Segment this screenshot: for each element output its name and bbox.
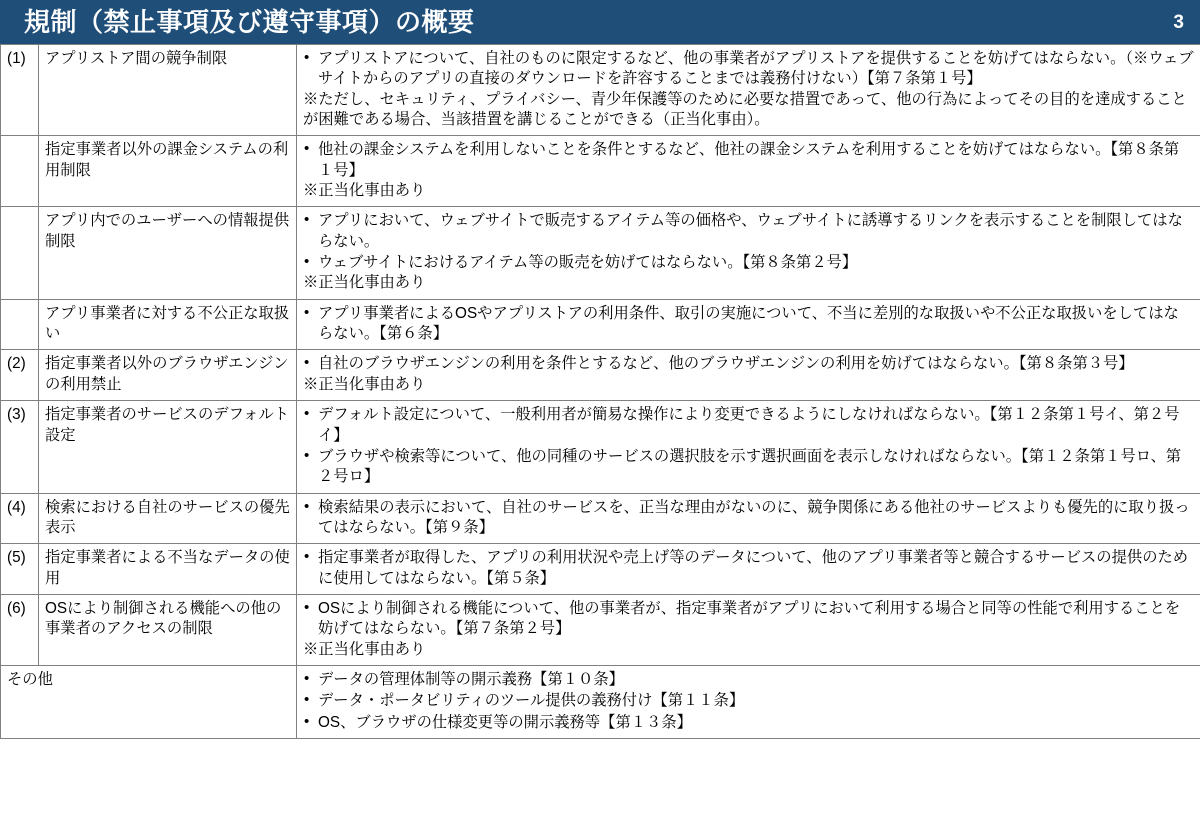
list-item: • 自社のブラウザエンジンの利用を条件とするなど、他のブラウザエンジンの利用を妨げてはならない。【第８条第３号】 bbox=[303, 354, 1194, 374]
row-number: (1) bbox=[1, 45, 39, 136]
row-note: ※ただし、セキュリティ、プライバシー、青少年保護等のために必要な措置であって、他の行為によってその目的を達成することが困難である場合、当該措置を講じることができる（正当化事由）。 bbox=[303, 90, 1187, 129]
row-number: (4) bbox=[1, 493, 39, 544]
list-item: • アプリにおいて、ウェブサイトで販売するアイテム等の価格や、ウェブサイトに誘導するリンクを表示することを制限してはならない。 bbox=[303, 211, 1194, 252]
row-description bbox=[297, 544, 1200, 595]
table-row bbox=[1, 207, 1200, 299]
row-number bbox=[1, 207, 39, 299]
list-item: • 他社の課金システムを利用しないことを条件とするなど、他社の課金システムを利用することを妨げてはならない。【第８条第１号】 bbox=[303, 140, 1194, 181]
row-description bbox=[297, 401, 1200, 493]
bullet-list bbox=[303, 304, 1194, 345]
other-label: その他 bbox=[1, 665, 297, 738]
row-number bbox=[1, 136, 39, 207]
row-number: (2) bbox=[1, 350, 39, 401]
regulations-table bbox=[0, 44, 1200, 739]
row-item: アプリストア間の競争制限 bbox=[39, 45, 297, 136]
bullet-list bbox=[303, 354, 1194, 374]
row-description bbox=[297, 299, 1200, 350]
row-item: OSにより制御される機能への他の事業者のアクセスの制限 bbox=[39, 594, 297, 665]
regulations-table-body bbox=[1, 45, 1200, 739]
list-item: • アプリストアについて、自社のものに限定するなど、他の事業者がアプリストアを提供することを妨げてはならない。（※ウェブサイトからのアプリの直接のダウンロードを許容することまでは義務付けない）【第７条第１号】 bbox=[303, 49, 1194, 90]
row-note: ※正当化事由あり bbox=[303, 182, 426, 200]
row-note: ※正当化事由あり bbox=[303, 640, 426, 658]
row-number: (5) bbox=[1, 544, 39, 595]
bullet-list bbox=[303, 498, 1194, 539]
list-item: • 検索結果の表示において、自社のサービスを、正当な理由がないのに、競争関係にある他社のサービスよりも優先的に取り扱ってはならない。【第９条】 bbox=[303, 498, 1194, 539]
table-row bbox=[1, 493, 1200, 544]
row-description bbox=[297, 350, 1200, 401]
list-item: • データ・ポータビリティのツール提供の義務付け【第１１条】 bbox=[303, 691, 1194, 711]
row-note: ※正当化事由あり bbox=[303, 375, 426, 393]
row-description bbox=[297, 136, 1200, 207]
table-row bbox=[1, 401, 1200, 493]
row-number: (3) bbox=[1, 401, 39, 493]
regulations-table-container bbox=[0, 44, 1200, 739]
list-item: • アプリ事業者によるOSやアプリストアの利用条件、取引の実施について、不当に差別的な取扱いや不公正な取扱いをしてはならない。【第６条】 bbox=[303, 304, 1194, 345]
bullet-list bbox=[303, 405, 1194, 487]
row-description bbox=[297, 493, 1200, 544]
row-description bbox=[297, 207, 1200, 299]
row-description bbox=[297, 594, 1200, 665]
row-number bbox=[1, 299, 39, 350]
table-row bbox=[1, 350, 1200, 401]
list-item: • OSにより制御される機能について、他の事業者が、指定事業者がアプリにおいて利用する場合と同等の性能で利用することを妨げてはならない。【第７条第２号】 bbox=[303, 599, 1194, 640]
bullet-list bbox=[303, 140, 1194, 181]
row-note: ※正当化事由あり bbox=[303, 274, 426, 292]
table-row-other bbox=[1, 665, 1200, 738]
table-row bbox=[1, 299, 1200, 350]
table-row bbox=[1, 45, 1200, 136]
other-description bbox=[297, 665, 1200, 738]
bullet-list bbox=[303, 670, 1194, 733]
slide-header bbox=[0, 0, 1200, 44]
row-item: アプリ事業者に対する不公正な取扱い bbox=[39, 299, 297, 350]
bullet-list bbox=[303, 599, 1194, 640]
list-item: • データの管理体制等の開示義務【第１０条】 bbox=[303, 670, 1194, 690]
bullet-list bbox=[303, 548, 1194, 589]
row-item: アプリ内でのユーザーへの情報提供制限 bbox=[39, 207, 297, 299]
row-item: 指定事業者による不当なデータの使用 bbox=[39, 544, 297, 595]
table-row bbox=[1, 594, 1200, 665]
list-item: • ブラウザや検索等について、他の同種のサービスの選択肢を示す選択画面を表示しなければならない。【第１２条第１号ロ、第２号ロ】 bbox=[303, 447, 1194, 488]
row-item: 指定事業者以外のブラウザエンジンの利用禁止 bbox=[39, 350, 297, 401]
row-description bbox=[297, 45, 1200, 136]
list-item: • OS、ブラウザの仕様変更等の開示義務等【第１３条】 bbox=[303, 713, 1194, 733]
row-item: 指定事業者のサービスのデフォルト設定 bbox=[39, 401, 297, 493]
page-number: 3 bbox=[1173, 11, 1184, 33]
list-item: • 指定事業者が取得した、アプリの利用状況や売上げ等のデータについて、他のアプリ事業者等と競合するサービスの提供のために使用してはならない。【第５条】 bbox=[303, 548, 1194, 589]
list-item: • ウェブサイトにおけるアイテム等の販売を妨げてはならない。【第８条第２号】 bbox=[303, 253, 1194, 273]
bullet-list bbox=[303, 49, 1194, 90]
bullet-list bbox=[303, 211, 1194, 273]
row-item: 検索における自社のサービスの優先表示 bbox=[39, 493, 297, 544]
page-title: 規制（禁止事項及び遵守事項）の概要 bbox=[24, 7, 475, 37]
list-item: • デフォルト設定について、一般利用者が簡易な操作により変更できるようにしなければならない。【第１２条第１号イ、第２号イ】 bbox=[303, 405, 1194, 446]
table-row bbox=[1, 544, 1200, 595]
table-row bbox=[1, 136, 1200, 207]
row-item: 指定事業者以外の課金システムの利用制限 bbox=[39, 136, 297, 207]
row-number: (6) bbox=[1, 594, 39, 665]
